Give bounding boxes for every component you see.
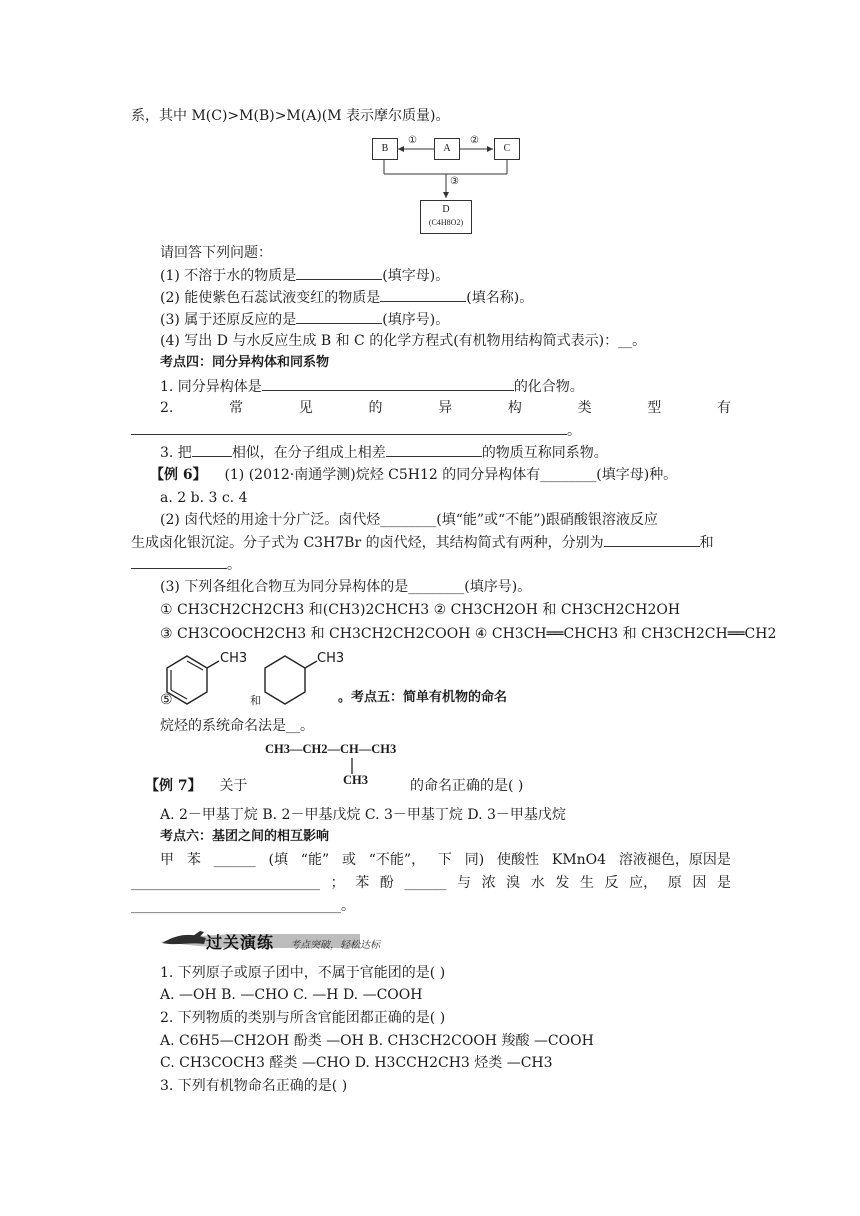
kp6-word: 原 bbox=[667, 875, 682, 891]
kp4-2-word: 2. bbox=[160, 400, 174, 416]
q3-hint: (填序号)。 bbox=[382, 312, 450, 328]
box-d-formula: (C4H8O2) bbox=[428, 218, 464, 227]
kp4-1-text: 1. 同分异构体是 bbox=[160, 379, 262, 395]
kp6-blank[interactable]: ______ bbox=[213, 852, 256, 868]
kp4-line-1 bbox=[160, 376, 584, 397]
kp6-word: 酚 bbox=[379, 875, 394, 891]
kp4-2-end: 。 bbox=[567, 423, 581, 439]
kp6-word: 因 bbox=[692, 875, 707, 891]
cyclohexane-ch3: CH3 bbox=[317, 651, 345, 666]
example-6-label: 【例 6】 bbox=[150, 467, 207, 483]
q3-blank[interactable] bbox=[296, 309, 382, 324]
kp6-word: KMnO4 bbox=[551, 852, 607, 868]
box-d bbox=[420, 200, 472, 234]
kp6-word: ； bbox=[330, 875, 345, 891]
q1-hint: (填字母)。 bbox=[382, 268, 450, 284]
kp5-title: 。考点五：简单有机物的命名 bbox=[338, 690, 508, 705]
kp6-word: 同) bbox=[464, 852, 485, 868]
kp4-2-word: 有 bbox=[716, 400, 731, 416]
example-6-q2-text: 生成卤化银沉淀。分子式为 C3H7Br 的卤代烃，其结构简式有两种，分别为 bbox=[131, 535, 604, 551]
toluene-ch3: CH3 bbox=[220, 651, 248, 666]
problem-2-row-1: A. C6H5—CH2OH 酚类 —OH B. CH3CH2COOH 羧酸 —COOH bbox=[160, 1033, 594, 1049]
kp6-word: “能” bbox=[300, 852, 330, 868]
kp4-2-word: 见 bbox=[298, 400, 313, 416]
kp4-3-blank-1[interactable] bbox=[192, 442, 232, 457]
example-6-q2-a: (2) 卤代烃的用途十分广泛。卤代烃________(填“能”或“不能”)跟硝酸银溶液反应 bbox=[160, 512, 658, 528]
question-4: (4) 写出 D 与水反应生成 B 和 C 的化学方程式(有机物用结构简式表示)：__。 bbox=[160, 333, 647, 349]
box-b: B bbox=[372, 138, 398, 160]
kp6-blank[interactable]: ___________________________ bbox=[131, 875, 320, 891]
example-7-about: 关于 bbox=[219, 778, 248, 794]
q3-text: (3) 属于还原反应的是 bbox=[160, 312, 297, 328]
example-6-q1: (1) (2012·南通学测)烷烃 C5H12 的同分异构体有________(填字母)种。 bbox=[224, 467, 678, 483]
banner-title: 过关演练 bbox=[206, 933, 275, 952]
kp4-title: 考点四：同分异构体和同系物 bbox=[160, 355, 330, 370]
example-7-options: A. 2－甲基丁烷 B. 2－甲基戊烷 C. 3－甲基丁烷 D. 3－甲基戊烷 bbox=[160, 807, 566, 823]
example-6-q3-row-1: ① CH3CH2CH2CH3 和(CH3)2CHCH3 ② CH3CH2OH 和 CH3CH2CH2OH bbox=[160, 602, 681, 618]
kp6-word: 溶液褪色，原因是 bbox=[618, 852, 731, 868]
kp6-word: 苯 bbox=[186, 852, 201, 868]
kp4-2-word: 的 bbox=[368, 400, 383, 416]
arrow-1-label: ① bbox=[408, 135, 417, 146]
q1-text: (1) 不溶于水的物质是 bbox=[160, 268, 297, 284]
kp6-word: 溴 bbox=[506, 875, 521, 891]
question-1 bbox=[160, 265, 449, 286]
example-6-q2-end: 。 bbox=[227, 557, 241, 573]
kp6-word: 浓 bbox=[481, 875, 496, 891]
kp4-2-word: 构 bbox=[507, 400, 522, 416]
q2-hint: (填名称)。 bbox=[466, 290, 534, 306]
kp4-3-blank-2[interactable] bbox=[386, 442, 482, 457]
box-a: A bbox=[434, 138, 460, 160]
kp6-word: 生 bbox=[579, 875, 594, 891]
problem-1-options: A. —OH B. —CHO C. —H D. —COOH bbox=[160, 987, 423, 1003]
kp4-line-2b bbox=[131, 420, 581, 441]
kp4-line-2 bbox=[160, 398, 731, 418]
kp4-2-word: 型 bbox=[647, 400, 662, 416]
example-6-options: a. 2 b. 3 c. 4 bbox=[160, 490, 248, 506]
q1-blank[interactable] bbox=[296, 265, 382, 280]
example-6-q3-row-2: ③ CH3COOCH2CH3 和 CH3CH2CH2COOH ④ CH3CH══CHCH3 和 CH3CH2CH══CH2 bbox=[160, 626, 777, 642]
example-6-q3-and: 和 bbox=[250, 694, 261, 707]
kp6-word: 是 bbox=[716, 875, 731, 891]
question-intro: 请回答下列问题： bbox=[160, 245, 272, 261]
problem-1: 1. 下列原子或原子团中，不属于官能团的是( ) bbox=[160, 965, 446, 981]
kp6-title: 考点六：基团之间的相互影响 bbox=[160, 829, 330, 844]
kp6-line-3: ______________________________。 bbox=[131, 898, 355, 914]
kp4-2-word: 常 bbox=[229, 400, 244, 416]
structure-branch: CH3 bbox=[343, 773, 368, 787]
kp6-word: 发 bbox=[555, 875, 570, 891]
banner-subtitle: 考点突破，轻松达标 bbox=[290, 940, 380, 951]
kp6-word: 水 bbox=[530, 875, 545, 891]
kp4-3-text: 3. 把 bbox=[160, 445, 192, 461]
arrow-3-label: ③ bbox=[450, 176, 459, 187]
arrow-2-label: ② bbox=[470, 135, 479, 146]
example-6-q2-c bbox=[131, 554, 241, 575]
example-6-q2-blank-1[interactable] bbox=[604, 532, 700, 547]
kp4-1-blank[interactable] bbox=[262, 376, 514, 391]
kp6-word: 或 bbox=[341, 852, 356, 868]
intro-line: 系，其中 M(C)>M(B)>M(A)(M 表示摩尔质量)。 bbox=[131, 108, 450, 124]
practice-banner bbox=[160, 928, 410, 954]
box-c: C bbox=[494, 138, 520, 160]
kp4-3-middle: 相似，在分子组成上相差 bbox=[231, 445, 386, 461]
kp6-word: 苯 bbox=[355, 875, 370, 891]
kp6-word: 与 bbox=[456, 875, 471, 891]
kp5-text: 烷烃的系统命名法是__。 bbox=[160, 718, 314, 734]
problem-2-row-2: C. CH3COCH3 醛类 —CHO D. H3CCH2CH3 烃类 —CH3 bbox=[160, 1055, 553, 1071]
q2-blank[interactable] bbox=[380, 287, 466, 302]
kp6-word: (填 bbox=[268, 852, 288, 868]
kp6-word: “不能”， bbox=[368, 852, 426, 868]
kp4-2-word: 异 bbox=[438, 400, 453, 416]
problem-2: 2. 下列物质的类别与所含官能团都正确的是( ) bbox=[160, 1010, 446, 1026]
kp6-blank[interactable]: ______ bbox=[404, 875, 447, 891]
problem-3: 3. 下列有机物命名正确的是( ) bbox=[160, 1078, 348, 1094]
example-6-line-1 bbox=[150, 465, 677, 485]
example-6-q3-item-5: ⑤ bbox=[160, 692, 173, 708]
example-6-q2-blank-2[interactable] bbox=[131, 554, 227, 569]
example-7-line bbox=[145, 776, 247, 796]
structure-main-chain: CH3—CH2—CH—CH3 bbox=[265, 742, 397, 756]
kp4-3-end: 的物质互称同系物。 bbox=[481, 445, 608, 461]
example-6-q3: (3) 下列各组化合物互为同分异构体的是________(填序号)。 bbox=[160, 579, 532, 595]
question-2 bbox=[160, 287, 533, 308]
kp6-line-1 bbox=[160, 850, 731, 870]
question-3 bbox=[160, 309, 449, 330]
kp6-word: 反 bbox=[604, 875, 619, 891]
example-6-q2-b bbox=[131, 532, 714, 553]
q2-text: (2) 能使紫色石蕊试液变红的物质是 bbox=[160, 290, 381, 306]
kp6-word: 使酸性 bbox=[497, 852, 540, 868]
kp6-line-2 bbox=[131, 873, 731, 893]
kp6-word: 下 bbox=[437, 852, 452, 868]
kp4-2-blank[interactable] bbox=[131, 420, 567, 435]
kp4-1-end: 的化合物。 bbox=[513, 379, 584, 395]
kp4-2-word: 类 bbox=[577, 400, 592, 416]
box-d-label: D bbox=[442, 204, 450, 215]
kp4-line-3 bbox=[160, 442, 608, 463]
example-6-q2-and: 和 bbox=[699, 535, 714, 551]
kp6-word: 甲 bbox=[160, 852, 174, 868]
example-7-tail: 的命名正确的是( ) bbox=[410, 778, 524, 794]
kp6-word: 应， bbox=[629, 875, 658, 891]
example-7-label: 【例 7】 bbox=[145, 778, 202, 794]
